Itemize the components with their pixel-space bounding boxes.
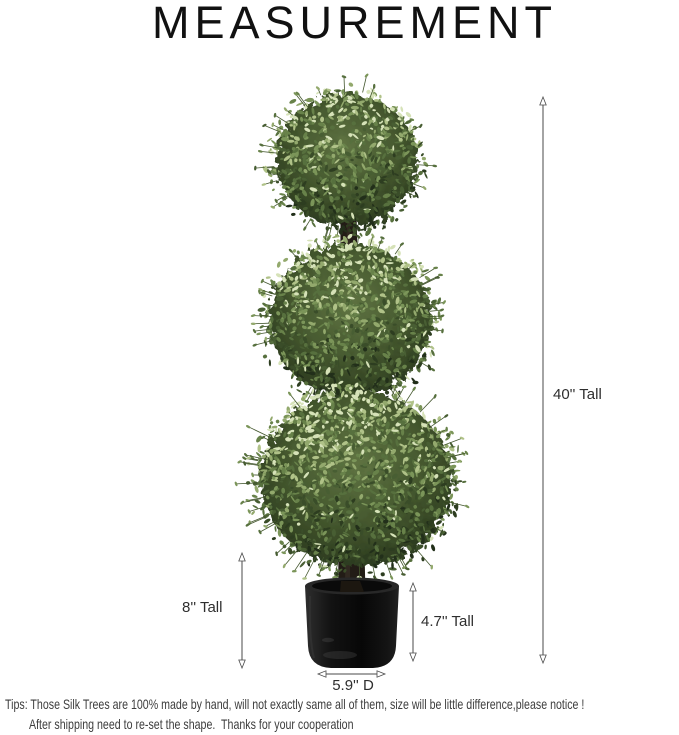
overall-height-arrow — [540, 97, 546, 663]
tips-line-2: After shipping need to re-set the shape. Thanks for your cooperation — [29, 716, 354, 732]
pot-height-arrow — [410, 583, 416, 661]
foliage-leaves — [254, 73, 437, 244]
foliage-ball-top — [254, 73, 437, 244]
tips-line-1: Tips: Those Silk Trees are 100% made by hand, will not exactly same all of them, size will be little difference,please notice ! — [5, 696, 585, 712]
pot-height-label: 4.7'' Tall — [421, 613, 474, 630]
foliage-height-arrow — [239, 553, 245, 668]
foliage-height-label: 8'' Tall — [182, 599, 223, 616]
foliage-ball-bottom — [234, 377, 470, 582]
overall-height-label: 40'' Tall — [553, 386, 602, 403]
plant-pot — [305, 578, 399, 669]
pot-diameter-label: 5.9'' D — [332, 677, 374, 694]
tips-note — [5, 694, 679, 734]
page-title: MEASUREMENT — [151, 0, 558, 48]
